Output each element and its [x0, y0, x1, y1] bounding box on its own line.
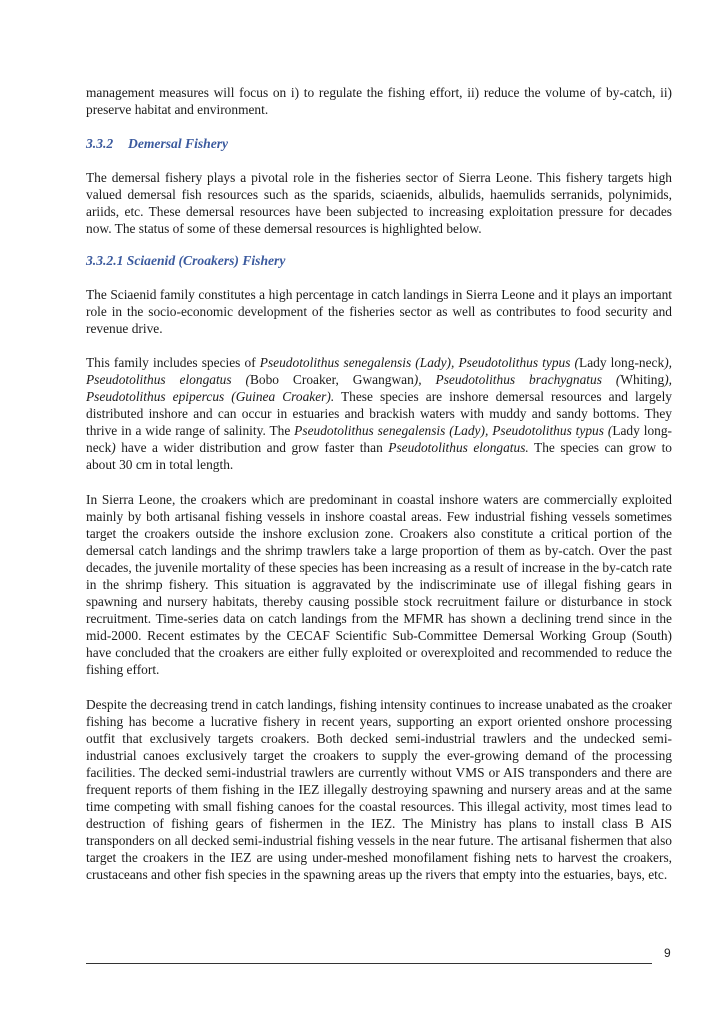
- species-name: Pseudotolithus senegalensis (Lady), Pseudotolithus typus (: [294, 423, 613, 439]
- text-run: Whiting: [620, 371, 665, 387]
- species-name: ), Pseudotolithus epipercus (Guinea Croaker).: [86, 371, 673, 405]
- species-name: Pseudotolithus senegalensis (Lady), Pseudotolithus typus (: [259, 354, 580, 370]
- text-run: Lady long-neck: [86, 423, 672, 456]
- paragraph-intro: management measures will focus on i) to regulate the fishing effort, ii) reduce the volume of by-catch, ii) preserve habitat and environment.: [86, 85, 672, 118]
- paragraph-sciaenid: The Sciaenid family constitutes a high percentage in catch landings in Sierra Leone and it plays an important role in the socio-economic development of the fisheries sector as well as contributes to food security and revenue drive.: [86, 286, 672, 336]
- paragraph-croakers: In Sierra Leone, the croakers which are predominant in coastal inshore waters are commercially exploited mainly by both artisanal fishing vessels in inshore coastal areas. Few industrial fishing vessels sometimes target the croakers outside the inshore exclusion zone. Croakers also constitute a critical portion of the demersal catch landings and the shrimp trawlers take a large proportion of them as by-catch. Over the past decades, the juvenile mortality of these species has been increasing as a result of increase in the by-catch rate in the shrimp fishery. This situation is aggravated by the indiscriminate use of illegal fishing gears in spawning and nursery habitats, thereby causing possible stock recruitment failure or disturbance in stock recruitment. Time-series data on catch landings from the MFMR has shown a declining trend since in the mid-2000. Recent estimates by the CECAF Scientific Sub-Committee Demersal Working Group (South) have concluded that the croakers are either fully exploited or overexploited and recommended to reduce the fishing effort.: [86, 491, 672, 678]
- text-run: Bobo Croaker, Gwangwan: [249, 371, 414, 387]
- section-number: 3.3.2: [86, 136, 114, 152]
- paragraph-demersal: The demersal fishery plays a pivotal role in the fisheries sector of Sierra Leone. This fishery targets high valued demersal fish resources such as the sparids, sciaenids, albulids, haemulids serranids, polynimids, ariids, etc. These demersal resources have been subjected to increasing exploitation pressure for decades now. The status of some of these demersal resources is highlighted below.: [86, 170, 672, 237]
- text-run: These species are inshore demersal resources and largely distributed inshore and can occur in estuaries and brackish waters with muddy and sandy bottoms. They thrive in a wide range of salinity. The: [86, 389, 672, 439]
- paragraph-species: [86, 354, 672, 474]
- species-name: ), Pseudotolithus brachygnatus (: [413, 371, 621, 387]
- text-run: The species can grow to about 30 cm in total length.: [86, 440, 672, 473]
- text-run: have a wider distribution and grow faster than: [115, 440, 389, 456]
- footer-divider: [86, 963, 652, 964]
- text-run: This family includes species of: [86, 354, 260, 370]
- section-heading-sciaenid-fishery: 3.3.2.1 Sciaenid (Croakers) Fishery: [86, 252, 286, 268]
- species-name: ), Pseudotolithus elongatus (: [86, 354, 672, 387]
- text-run: Lady long-neck: [579, 354, 665, 370]
- species-name: ): [111, 440, 116, 456]
- page-number: 9: [664, 946, 671, 960]
- paragraph-despite: Despite the decreasing trend in catch landings, fishing intensity continues to increase unabated as the croaker fishing has become a lucrative fishery in recent years, supporting an export oriented onshore processing outfit that exclusively targets croakers. Both decked semi-industrial trawlers and the undecked semi-industrial canoes exclusively target the croakers to supply the ever-growing demand of the processing facilities. The decked semi-industrial trawlers are currently without VMS or AIS transponders and there are frequent reports of them fishing in the IEZ illegally destroying spawning and nursery areas and at the same time competing with small fishing canoes for the coastal resources. This illegal activity, most times lead to destruction of fishing gears of fishermen in the IEZ. The Ministry has plans to install class B AIS transponders on all decked semi-industrial fishing vessels in the near future. The artisanal fishermen that also target the croakers in the IEZ are using under-meshed monofilament fishing nets to harvest the croakers, crustaceans and other fish species in the spawning areas up the rivers that empty into the estuaries, bays, etc.: [86, 696, 672, 883]
- section-title: Demersal Fishery: [128, 136, 229, 152]
- species-name: Pseudotolithus elongatus.: [388, 440, 529, 456]
- document-page: [86, 84, 672, 884]
- section-heading-demersal-fishery: [86, 135, 672, 152]
